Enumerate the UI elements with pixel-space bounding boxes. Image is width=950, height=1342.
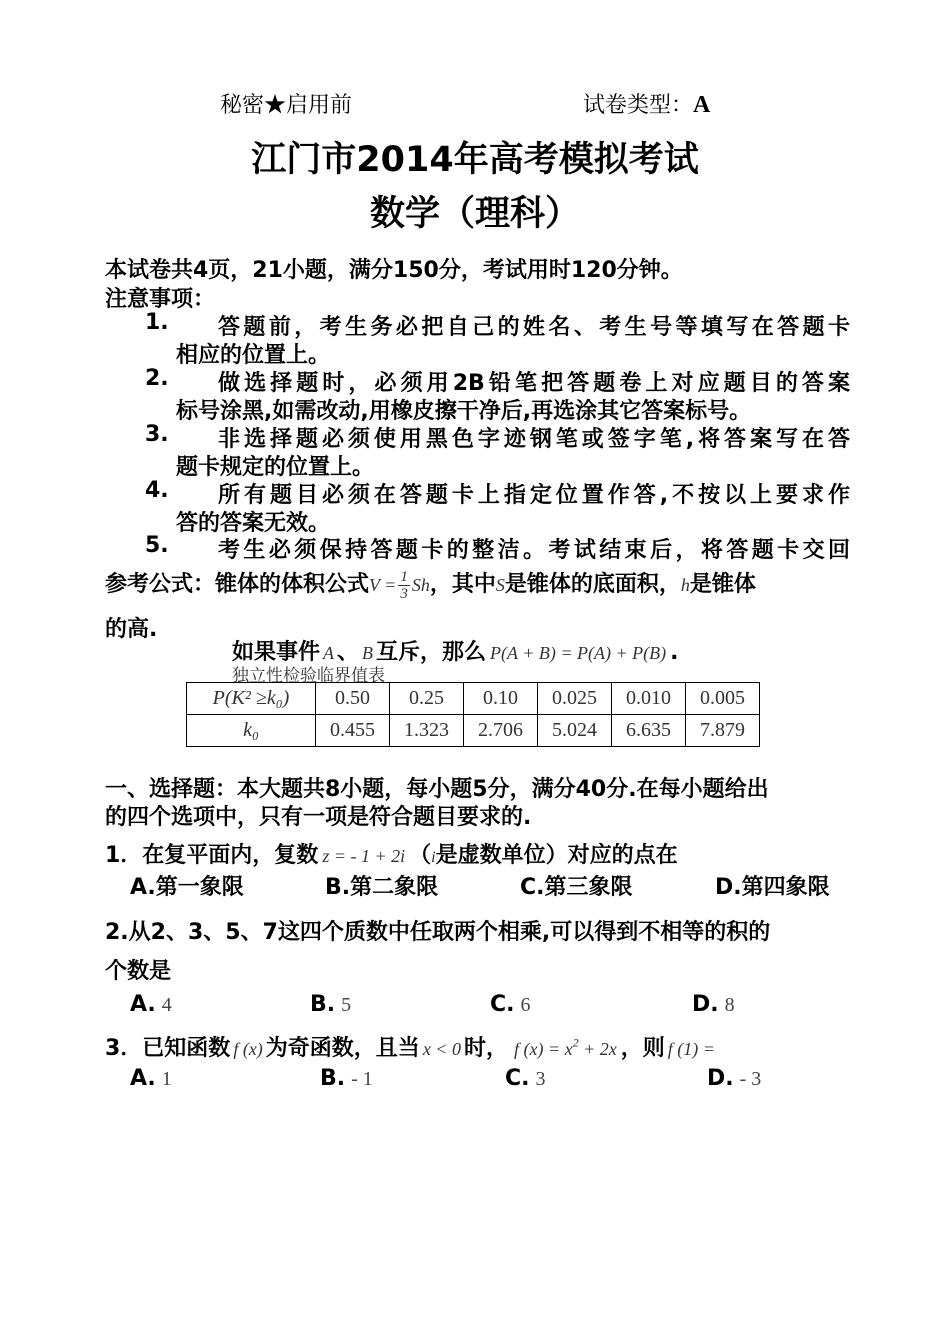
event-end: .: [670, 640, 679, 665]
q1-option-b: B.第二象限: [325, 875, 439, 900]
q3-def-right: + 2x: [578, 1039, 617, 1059]
page-subtitle: 数学（理科）: [369, 194, 580, 234]
option-label: C.: [490, 992, 515, 1017]
q3-option-b: [320, 1066, 373, 1091]
fraction-numerator: 1: [400, 568, 408, 585]
question-1: [105, 838, 678, 869]
option-label: D.: [707, 1066, 734, 1091]
note-number: 2.: [145, 366, 169, 391]
p-value: 0.010: [612, 683, 686, 715]
q1-i: i: [431, 849, 436, 866]
note-number: 4.: [145, 478, 169, 503]
formula-h: h: [680, 575, 690, 595]
event-b: B: [362, 643, 374, 663]
table-header-k: k₀: [187, 715, 316, 747]
formula-line: [105, 565, 756, 605]
event-pre: 如果事件: [232, 640, 321, 665]
event-sep: 、: [337, 640, 360, 665]
k-value: 1.323: [390, 715, 464, 747]
q3-fx: f (x): [233, 1039, 263, 1059]
note-line: 答题前，考生务必把自己的姓名、考生号等填写在答题卡: [218, 315, 850, 340]
option-value: 1: [161, 1068, 172, 1090]
note-number: 3.: [145, 422, 169, 447]
note-line-cont: 题卡规定的位置上。: [176, 455, 375, 480]
q1-paren: （: [409, 843, 432, 868]
q1-option-d: D.第四象限: [715, 875, 830, 900]
p-value: 0.50: [316, 683, 390, 715]
formula-mid2: 是锥体的底面积，: [504, 572, 681, 597]
option-value: 6: [520, 994, 531, 1016]
option-label: A.: [130, 992, 156, 1017]
q3-def-left: f (x) = x: [513, 1039, 573, 1059]
page-title: 江门市2014年高考模拟考试: [251, 140, 699, 180]
note-line: 非选择题必须使用黑色字迹钢笔或签字笔,将答案写在答: [218, 427, 850, 452]
formula-tail: 的高.: [105, 617, 158, 642]
q3-option-d: [707, 1066, 761, 1091]
formula-v-right: Sh: [411, 575, 430, 595]
critical-value-table: [186, 682, 760, 747]
p-value: 0.10: [464, 683, 538, 715]
option-value: 5: [341, 994, 352, 1016]
option-value: 8: [724, 994, 735, 1016]
q3-def-exp: 2: [572, 1035, 579, 1050]
p-value: 0.005: [686, 683, 760, 715]
k-value: 7.879: [686, 715, 760, 747]
q3-cond: x < 0: [422, 1039, 461, 1059]
exam-type-value: A: [693, 92, 711, 118]
note-line-cont: 标号涂黑,如需改动,用橡皮擦干净后,再选涂其它答案标号。: [176, 399, 752, 424]
formula-fraction: [398, 569, 410, 602]
exam-type: [583, 88, 710, 119]
formula-mid3: 是锥体: [689, 572, 756, 597]
formula-s: S: [495, 575, 505, 595]
question-2-line1: 2.从2、3、5、7这四个质数中任取两个相乘,可以得到不相等的积的: [105, 920, 771, 945]
table-header-p: P(K² ≥k₀): [187, 683, 316, 715]
event-a: A: [323, 643, 335, 663]
option-value: - 1: [351, 1068, 373, 1090]
option-label: B.: [310, 992, 336, 1017]
option-label: C.: [505, 1066, 530, 1091]
option-label: B.: [320, 1066, 346, 1091]
option-value: 4: [161, 994, 172, 1016]
fraction-denominator: 3: [400, 585, 408, 602]
q1-post: 是虚数单位）对应的点在: [435, 843, 678, 868]
option-value: 3: [535, 1068, 546, 1090]
q2-option-d: [692, 992, 735, 1017]
notes-title: 注意事项：: [105, 287, 216, 312]
exam-type-label: 试卷类型：: [583, 93, 694, 118]
q1-pre: 1．在复平面内，复数: [105, 843, 319, 868]
note-line: 做选择题时，必须用2B铅笔把答题卷上对应题目的答案: [218, 371, 850, 396]
q2-option-a: [130, 992, 172, 1017]
event-mid: 互斥，那么: [376, 640, 487, 665]
note-line: 考生必须保持答题卡的整洁。考试结束后，将答题卡交回: [218, 538, 850, 563]
k-value: 5.024: [538, 715, 612, 747]
note-number: 5.: [145, 533, 169, 558]
option-label: D.: [692, 992, 719, 1017]
table-row: [187, 715, 760, 747]
note-line-cont: 相应的位置上。: [176, 343, 331, 368]
q1-option-a: A.第一象限: [130, 875, 244, 900]
q3-option-a: [130, 1066, 172, 1091]
q2-option-b: [310, 992, 351, 1017]
option-label: A.: [130, 1066, 156, 1091]
intro-text: 本试卷共4页，21小题，满分150分，考试用时120分钟。: [105, 258, 683, 283]
q3-option-c: [505, 1066, 546, 1091]
p-value: 0.025: [538, 683, 612, 715]
q3-pre: 3．已知函数: [105, 1036, 231, 1061]
q3-ask: f (1) =: [667, 1039, 715, 1059]
note-line-cont: 答的答案无效。: [176, 511, 331, 536]
note-line: 所有题目必须在答题卡上指定位置作答,不按以上要求作: [218, 483, 850, 508]
k-value: 0.455: [316, 715, 390, 747]
option-value: - 3: [739, 1068, 762, 1090]
q3-mid3: ，则: [620, 1036, 665, 1061]
question-2-line2: 个数是: [105, 959, 172, 984]
section-heading-2: 的四个选项中，只有一项是符合题目要求的.: [105, 805, 532, 830]
q2-option-c: [490, 992, 531, 1017]
table-caption: 独立性检验临界值表: [232, 666, 385, 686]
q3-mid2: 时，: [463, 1036, 508, 1061]
q1-formula: z = - 1 + 2i: [322, 846, 406, 866]
k-value: 6.635: [612, 715, 686, 747]
question-3: [105, 1031, 715, 1062]
table-row: [187, 683, 760, 715]
k-value: 2.706: [464, 715, 538, 747]
note-number: 1.: [145, 310, 169, 335]
secret-label: 秘密★启用前: [220, 93, 353, 118]
formula-mid1: ，其中: [429, 572, 496, 597]
event-formula: P(A + B) = P(A) + P(B): [490, 643, 667, 663]
formula-v-left: V =: [369, 575, 397, 595]
q3-mid1: 为奇函数，且当: [265, 1036, 420, 1061]
formula-label: 参考公式：锥体的体积公式: [105, 572, 370, 597]
section-heading-1: 一、选择题：本大题共8小题，每小题5分，满分40分.在每小题给出: [105, 777, 769, 802]
p-value: 0.25: [390, 683, 464, 715]
q1-option-c: C.第三象限: [520, 875, 633, 900]
